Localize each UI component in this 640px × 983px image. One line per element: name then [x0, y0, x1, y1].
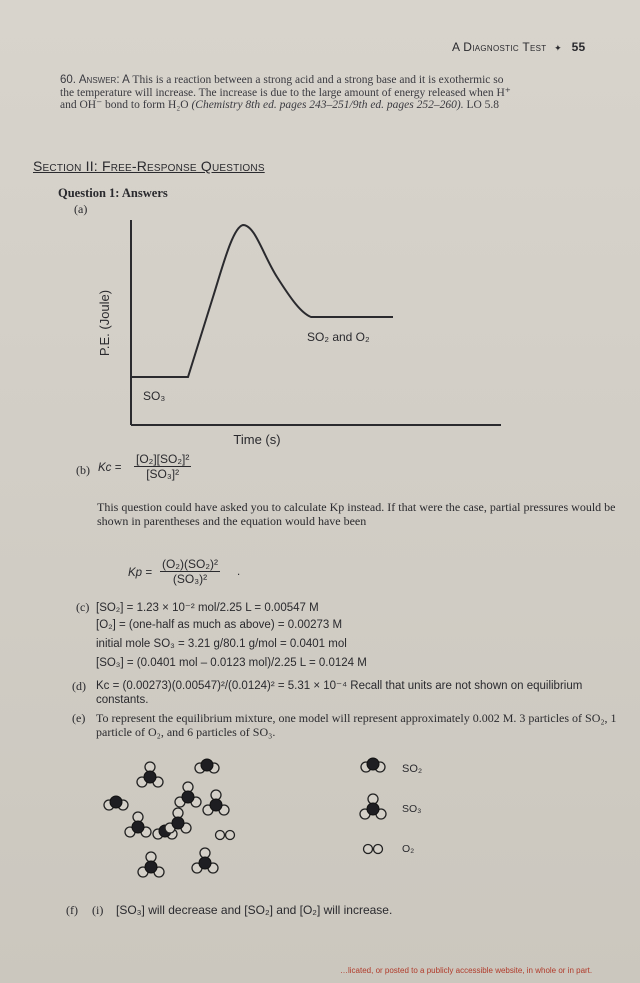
kp-lhs: Kp = — [128, 567, 152, 579]
legend-so3-label: SO₃ — [402, 803, 422, 815]
page-number: 55 — [571, 40, 586, 54]
answer-60 — [60, 74, 520, 112]
running-header — [452, 40, 586, 54]
part-d-text: Kc = (0.00273)(0.00547)²/(0.0124)² = 5.31 × 10⁻⁴ Recall that units are not shown on equilibrium constants. — [96, 680, 583, 706]
so3-molecule — [137, 762, 163, 787]
reactant-label: SO₃ — [143, 389, 166, 403]
kp-numerator: (O₂)(SO₂)² — [162, 557, 218, 571]
y-axis-label: P.E. (Joule) — [97, 289, 112, 357]
energy-curve — [131, 225, 393, 377]
o2-molecule — [216, 831, 235, 840]
so3-molecule — [125, 812, 151, 837]
energy-diagram — [95, 215, 515, 455]
part-a-label: (a) — [74, 202, 88, 216]
particle-model — [95, 745, 515, 895]
answer-label: Answer: A — [78, 74, 130, 86]
part-c-line: initial mole SO₃ = 3.21 g/80.1 g/mol = 0.0401 mol — [96, 638, 347, 650]
part-c-line: [SO₃] = (0.0401 mol – 0.0123 mol)/2.25 L = 0.0124 M — [96, 657, 367, 669]
copyright-footer — [340, 966, 592, 975]
part-c-line: [SO₂] = 1.23 × 10⁻² mol/2.25 L = 0.00547 M — [96, 602, 319, 614]
kc-fraction — [134, 452, 191, 481]
so2-molecule — [195, 759, 219, 773]
part-e-text: To represent the equilibrium mixture, one model will represent approximately 0.002 M. 3 particles of SO₂, 1 particle of O₂, and 6 particles of SO₃. — [96, 711, 617, 739]
part-c-label: (c) — [76, 600, 90, 614]
part-f-sub: (i) — [92, 903, 104, 917]
x-axis-label: Time (s) — [233, 432, 281, 447]
header-title: A Diagnostic Test — [452, 40, 547, 54]
section-title: Section II: Free-Response Questions — [33, 158, 265, 174]
part-b-text: This question could have asked you to calculate Kp instead. If that were the case, partial pressures would be shown in parentheses and the equation would have been — [97, 500, 616, 528]
product-label: SO₂ and O₂ — [307, 330, 370, 344]
answer-reference: (Chemistry 8th ed. pages 243–251/9th ed. pages 252–260). — [191, 99, 464, 111]
part-f-text: [SO₃] will decrease and [SO₂] and [O₂] will increase. — [116, 903, 393, 917]
so3-molecule — [138, 852, 164, 877]
part-e-label: (e) — [72, 711, 86, 725]
footer-text: …licated, or posted to a publicly accessible website, in whole or in part. — [340, 966, 593, 975]
answer-number: 60. — [60, 74, 76, 86]
kp-end: . — [237, 566, 241, 578]
answer-lo: LO 5.8 — [466, 99, 500, 111]
kc-numerator: [O₂][SO₂]² — [136, 452, 190, 466]
so3-molecule — [165, 808, 191, 833]
legend-o2-label: O₂ — [402, 843, 415, 855]
kc-denominator: [SO₃]² — [146, 467, 180, 481]
so3-molecule — [203, 790, 229, 815]
part-d-label: (d) — [72, 679, 86, 693]
so3-molecule — [192, 848, 218, 873]
legend-so2-label: SO₂ — [402, 763, 423, 775]
so3-molecule — [175, 782, 201, 807]
legend-o2-icon — [364, 845, 383, 854]
legend-so2-icon — [361, 758, 385, 772]
part-b-label: (b) — [76, 463, 90, 477]
so2-molecule — [104, 796, 128, 810]
kp-fraction — [160, 557, 220, 586]
legend-so3-icon — [360, 794, 386, 819]
part-c-line: [O₂] = (one-half as much as above) = 0.00273 M — [96, 619, 343, 631]
question-title: Question 1: Answers — [58, 186, 168, 200]
part-f-label: (f) — [66, 903, 78, 917]
kc-lhs: Kc = — [98, 462, 122, 474]
header-separator: ✦ — [554, 43, 562, 53]
answer-text: This is a reaction between a strong acid and a strong base and it is exothermic so the temperature will increase. The increase is due to the large amount of energy released when H⁺ and OH⁻ bond to form H₂O — [60, 74, 511, 111]
kp-denominator: (SO₃)² — [172, 572, 208, 586]
